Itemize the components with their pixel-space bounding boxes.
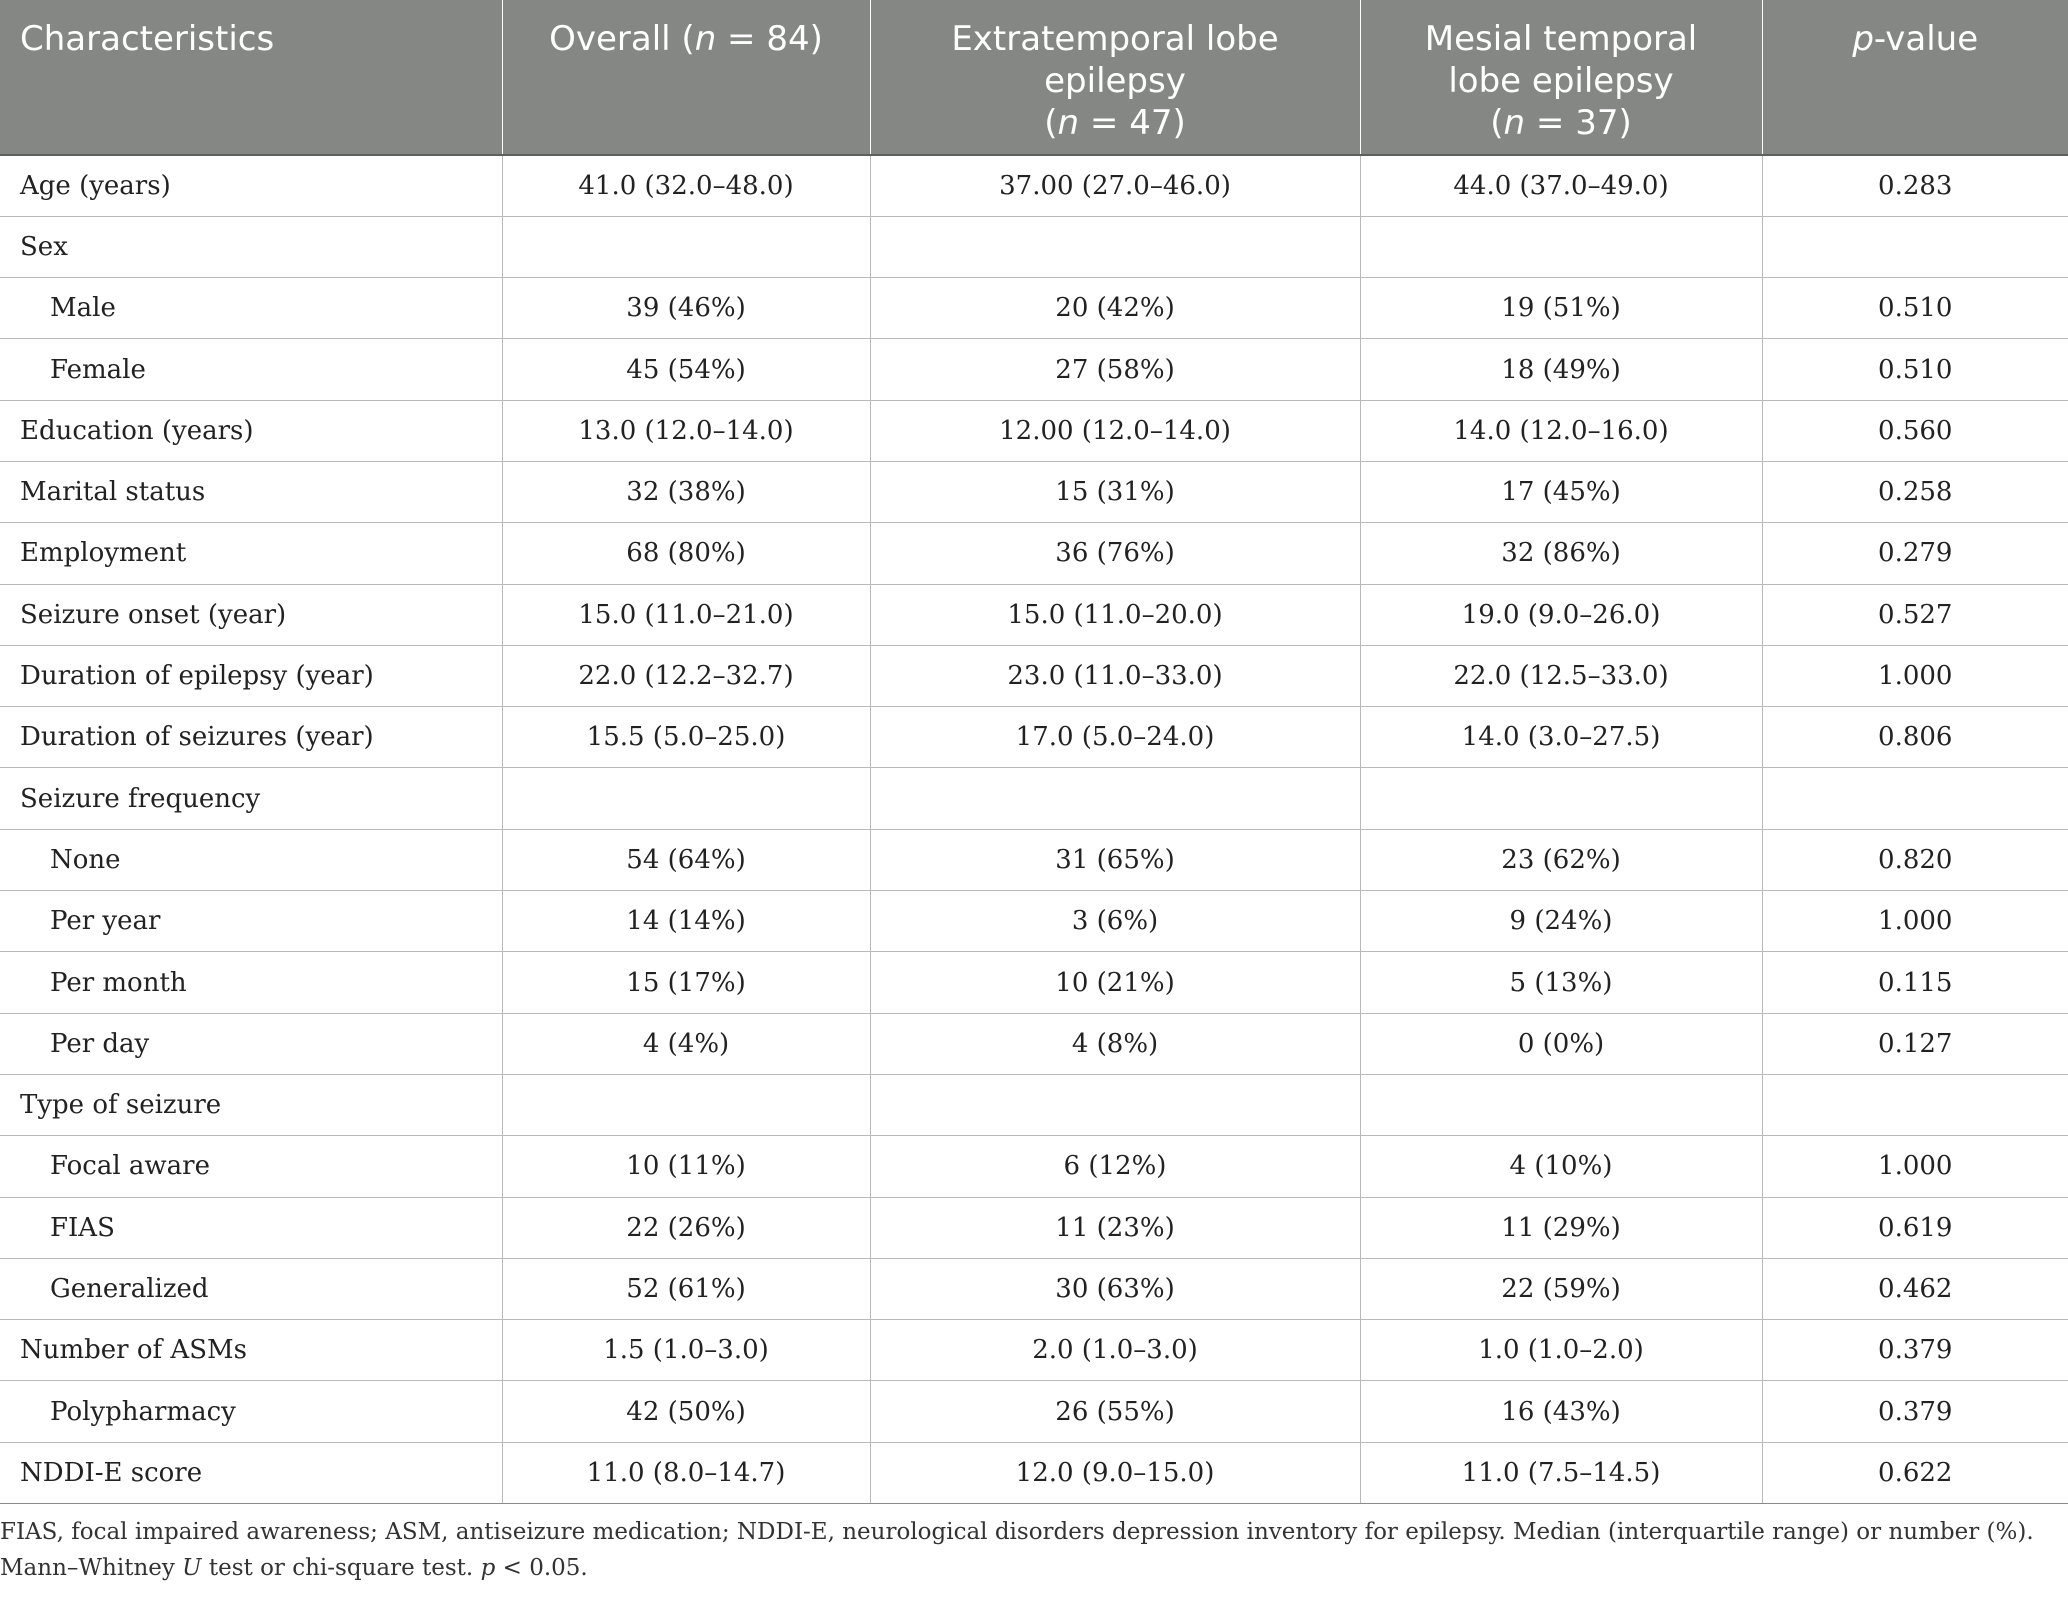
table-row: [0, 339, 2068, 400]
cell-mesial: [1360, 1074, 1762, 1135]
cell-extratemporal: 36 (76%): [870, 523, 1360, 584]
cell-p: 0.379: [1762, 1381, 2068, 1442]
table-footnote: FIAS, focal impaired awareness; ASM, antiseizure medication; NDDI-E, neurological disorders depression inventory for epilepsy. Median (interquartile range) or number (%). Mann–Whitney U test or chi-square test. p < 0.05.: [0, 1519, 2034, 1582]
cell-mesial: 14.0 (3.0–27.5): [1360, 707, 1762, 768]
cell-label: None: [0, 829, 502, 890]
cell-p: [1762, 768, 2068, 829]
cell-label: Seizure frequency: [0, 768, 502, 829]
cell-extratemporal: 20 (42%): [870, 278, 1360, 339]
cell-extratemporal: 12.00 (12.0–14.0): [870, 400, 1360, 461]
cell-overall: 39 (46%): [502, 278, 870, 339]
cell-mesial: 44.0 (37.0–49.0): [1360, 155, 1762, 216]
cell-extratemporal: 27 (58%): [870, 339, 1360, 400]
cell-extratemporal: 30 (63%): [870, 1258, 1360, 1319]
cell-label: FIAS: [0, 1197, 502, 1258]
cell-label: Employment: [0, 523, 502, 584]
table-row: [0, 1258, 2068, 1319]
cell-p: 0.283: [1762, 155, 2068, 216]
cell-overall: 22 (26%): [502, 1197, 870, 1258]
cell-extratemporal: 10 (21%): [870, 952, 1360, 1013]
table-header-row: [0, 0, 2068, 155]
cell-overall: 54 (64%): [502, 829, 870, 890]
cell-p: 0.527: [1762, 584, 2068, 645]
cell-overall: [502, 216, 870, 277]
cell-p: [1762, 216, 2068, 277]
cell-extratemporal: [870, 1074, 1360, 1135]
cell-p: 1.000: [1762, 891, 2068, 952]
cell-label: Duration of epilepsy (year): [0, 645, 502, 706]
cell-overall: 68 (80%): [502, 523, 870, 584]
table-row: [0, 278, 2068, 339]
cell-p: 0.115: [1762, 952, 2068, 1013]
cell-mesial: 18 (49%): [1360, 339, 1762, 400]
cell-extratemporal: 17.0 (5.0–24.0): [870, 707, 1360, 768]
header-characteristics: Characteristics: [0, 0, 502, 155]
cell-p: 0.806: [1762, 707, 2068, 768]
cell-overall: 15.5 (5.0–25.0): [502, 707, 870, 768]
cell-extratemporal: 15 (31%): [870, 461, 1360, 522]
cell-mesial: 17 (45%): [1360, 461, 1762, 522]
cell-extratemporal: 26 (55%): [870, 1381, 1360, 1442]
cell-overall: 52 (61%): [502, 1258, 870, 1319]
cell-overall: 4 (4%): [502, 1013, 870, 1074]
cell-mesial: 1.0 (1.0–2.0): [1360, 1320, 1762, 1381]
cell-p: [1762, 1074, 2068, 1135]
table-row: [0, 523, 2068, 584]
table-row: [0, 155, 2068, 216]
cell-label: Education (years): [0, 400, 502, 461]
cell-label: Per day: [0, 1013, 502, 1074]
cell-extratemporal: 2.0 (1.0–3.0): [870, 1320, 1360, 1381]
header-overall: Overall (n = 84): [502, 0, 870, 155]
table-row: [0, 1013, 2068, 1074]
cell-p: 0.622: [1762, 1442, 2068, 1503]
cell-label: Type of seizure: [0, 1074, 502, 1135]
header-mesial: Mesial temporal lobe epilepsy (n = 37): [1360, 0, 1762, 155]
cell-label: Seizure onset (year): [0, 584, 502, 645]
cell-overall: 15 (17%): [502, 952, 870, 1013]
table-body: [0, 155, 2068, 1504]
cell-overall: 1.5 (1.0–3.0): [502, 1320, 870, 1381]
table-row: [0, 952, 2068, 1013]
cell-label: Polypharmacy: [0, 1381, 502, 1442]
cell-overall: 32 (38%): [502, 461, 870, 522]
cell-p: 1.000: [1762, 1136, 2068, 1197]
cell-p: 0.127: [1762, 1013, 2068, 1074]
cell-extratemporal: 15.0 (11.0–20.0): [870, 584, 1360, 645]
cell-label: Focal aware: [0, 1136, 502, 1197]
table-row: [0, 400, 2068, 461]
cell-p: 0.279: [1762, 523, 2068, 584]
cell-mesial: 23 (62%): [1360, 829, 1762, 890]
table-row: [0, 645, 2068, 706]
table-row: [0, 461, 2068, 522]
cell-mesial: 22.0 (12.5–33.0): [1360, 645, 1762, 706]
cell-overall: 41.0 (32.0–48.0): [502, 155, 870, 216]
cell-mesial: 0 (0%): [1360, 1013, 1762, 1074]
cell-overall: 15.0 (11.0–21.0): [502, 584, 870, 645]
cell-p: 0.462: [1762, 1258, 2068, 1319]
table-row: [0, 216, 2068, 277]
cell-mesial: 4 (10%): [1360, 1136, 1762, 1197]
cell-mesial: 19.0 (9.0–26.0): [1360, 584, 1762, 645]
table-row: [0, 829, 2068, 890]
cell-p: 0.379: [1762, 1320, 2068, 1381]
cell-p: 0.510: [1762, 339, 2068, 400]
table-row: [0, 1381, 2068, 1442]
cell-mesial: [1360, 216, 1762, 277]
cell-label: Female: [0, 339, 502, 400]
cell-overall: [502, 1074, 870, 1135]
cell-overall: 13.0 (12.0–14.0): [502, 400, 870, 461]
cell-overall: 22.0 (12.2–32.7): [502, 645, 870, 706]
cell-extratemporal: 11 (23%): [870, 1197, 1360, 1258]
cell-overall: 42 (50%): [502, 1381, 870, 1442]
cell-label: Marital status: [0, 461, 502, 522]
cell-p: 0.258: [1762, 461, 2068, 522]
header-extratemporal: Extratemporal lobe epilepsy (n = 47): [870, 0, 1360, 155]
cell-overall: 11.0 (8.0–14.7): [502, 1442, 870, 1503]
cell-mesial: 5 (13%): [1360, 952, 1762, 1013]
cell-overall: 10 (11%): [502, 1136, 870, 1197]
cell-extratemporal: 12.0 (9.0–15.0): [870, 1442, 1360, 1503]
cell-p: 0.820: [1762, 829, 2068, 890]
cell-mesial: 11 (29%): [1360, 1197, 1762, 1258]
cell-label: Age (years): [0, 155, 502, 216]
table-row: [0, 1320, 2068, 1381]
header-p-value: p-value: [1762, 0, 2068, 155]
cell-label: Duration of seizures (year): [0, 707, 502, 768]
cell-overall: 45 (54%): [502, 339, 870, 400]
table-row: [0, 707, 2068, 768]
table-row: [0, 1136, 2068, 1197]
cell-mesial: 14.0 (12.0–16.0): [1360, 400, 1762, 461]
cell-label: Per year: [0, 891, 502, 952]
cell-label: Per month: [0, 952, 502, 1013]
cell-extratemporal: 23.0 (11.0–33.0): [870, 645, 1360, 706]
cell-p: 0.619: [1762, 1197, 2068, 1258]
cell-p: 0.510: [1762, 278, 2068, 339]
table-row: [0, 768, 2068, 829]
cell-mesial: 19 (51%): [1360, 278, 1762, 339]
cell-mesial: 16 (43%): [1360, 1381, 1762, 1442]
cell-overall: [502, 768, 870, 829]
cell-extratemporal: [870, 216, 1360, 277]
cell-extratemporal: 4 (8%): [870, 1013, 1360, 1074]
cell-p: 1.000: [1762, 645, 2068, 706]
cell-overall: 14 (14%): [502, 891, 870, 952]
cell-extratemporal: 3 (6%): [870, 891, 1360, 952]
cell-mesial: [1360, 768, 1762, 829]
cell-mesial: 32 (86%): [1360, 523, 1762, 584]
cell-label: Sex: [0, 216, 502, 277]
table-row: [0, 584, 2068, 645]
table-row: [0, 1197, 2068, 1258]
table-row: [0, 1442, 2068, 1503]
cell-label: Generalized: [0, 1258, 502, 1319]
cell-label: Number of ASMs: [0, 1320, 502, 1381]
cell-mesial: 22 (59%): [1360, 1258, 1762, 1319]
cell-mesial: 9 (24%): [1360, 891, 1762, 952]
table-row: [0, 1074, 2068, 1135]
cell-label: NDDI-E score: [0, 1442, 502, 1503]
cell-extratemporal: 6 (12%): [870, 1136, 1360, 1197]
cell-extratemporal: [870, 768, 1360, 829]
cell-p: 0.560: [1762, 400, 2068, 461]
cell-label: Male: [0, 278, 502, 339]
cell-extratemporal: 31 (65%): [870, 829, 1360, 890]
table-row: [0, 891, 2068, 952]
cell-extratemporal: 37.00 (27.0–46.0): [870, 155, 1360, 216]
cell-mesial: 11.0 (7.5–14.5): [1360, 1442, 1762, 1503]
